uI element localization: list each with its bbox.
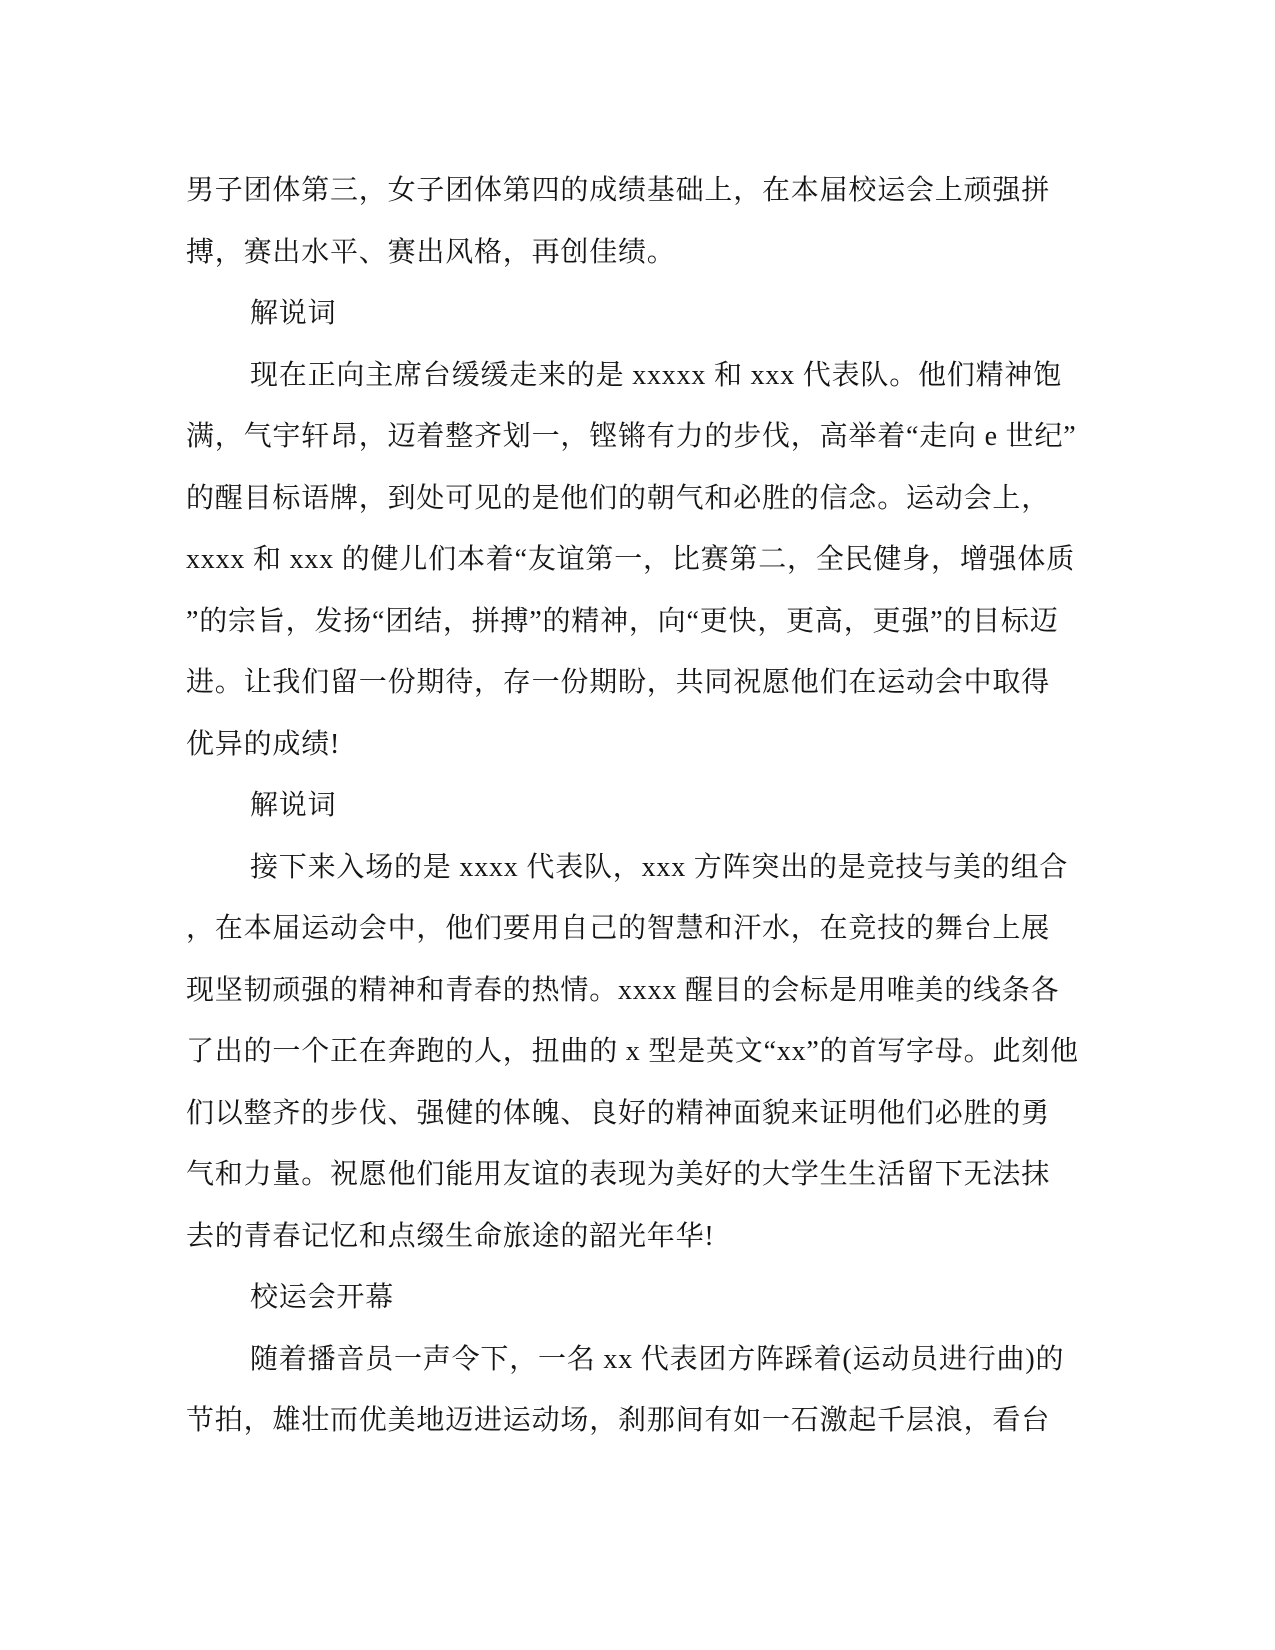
text-line: 去的青春记忆和点缀生命旅途的韶光年华! [186, 1220, 715, 1252]
document-body [186, 160, 1079, 1452]
text-line: 节拍，雄壮而优美地迈进运动场，刹那间有如一石激起千层浪，看台 [186, 1405, 1051, 1436]
text-line: ，在本届运动会中，他们要用自己的智慧和汗水，在竞技的舞台上展 [186, 913, 1051, 944]
text-line: 随着播音员一声令下，一名 xx 代表团方阵踩着(运动员进行曲)的 [250, 1343, 1065, 1375]
text-line: xxxx 和 xxx 的健儿们本着“友谊第一，比赛第二，全民健身，增强体质 [186, 544, 1076, 575]
text-line: 接下来入场的是 xxxx 代表队，xxx 方阵突出的是竞技与美的组合 [250, 851, 1069, 883]
text-line: 现在正向主席台缓缓走来的是 xxxxx 和 xxx 代表队。他们精神饱 [250, 359, 1063, 391]
text-line: 的醒目标语牌，到处可见的是他们的朝气和必胜的信念。运动会上， [186, 482, 1051, 514]
text-line: 解说词 [250, 298, 337, 329]
text-line: 进。让我们留一份期待，存一份期盼，共同祝愿他们在运动会中取得 [186, 667, 1051, 698]
text-line: 满，气宇轩昂，迈着整齐划一，铿锵有力的步伐，高举着“走向 e 世纪” [186, 421, 1077, 452]
text-line: 优异的成绩! [186, 728, 341, 760]
text-line: 男子团体第三，女子团体第四的成绩基础上，在本届校运会上顽强拼 [186, 175, 1051, 206]
text-line: 们以整齐的步伐、强健的体魄、良好的精神面貌来证明他们必胜的勇 [186, 1097, 1051, 1129]
text-line: 气和力量。祝愿他们能用友谊的表现为美好的大学生生活留下无法抹 [186, 1159, 1051, 1190]
text-line: 校运会开幕 [250, 1282, 395, 1313]
text-line: 了出的一个正在奔跑的人，扭曲的 x 型是英文“xx”的首写字母。此刻他 [186, 1036, 1079, 1067]
text-line: ”的宗旨，发扬“团结，拼搏”的精神，向“更快，更高，更强”的目标迈 [186, 605, 1059, 637]
text-line: 现坚韧顽强的精神和青春的热情。xxxx 醒目的会标是用唯美的线条各 [186, 974, 1060, 1006]
text-line: 搏，赛出水平、赛出风格，再创佳绩。 [186, 236, 676, 268]
text-line: 解说词 [250, 790, 337, 821]
